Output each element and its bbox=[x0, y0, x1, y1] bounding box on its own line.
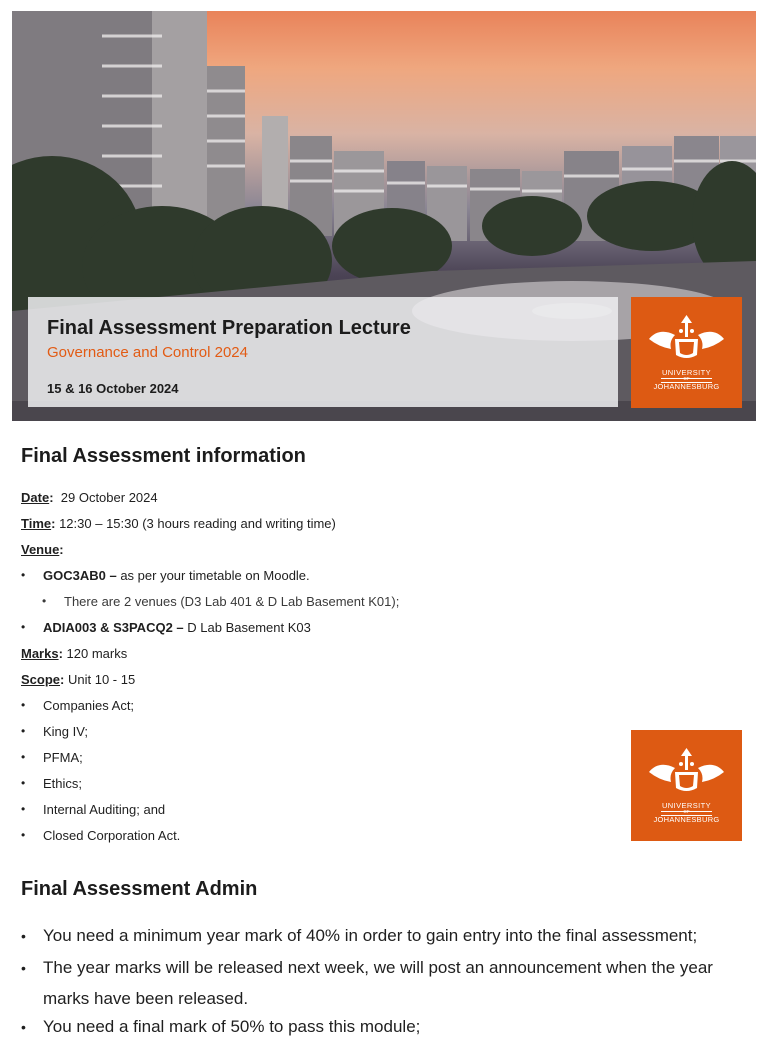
scope-item: • Internal Auditing; and bbox=[21, 802, 166, 817]
time-row: Time: 12:30 – 15:30 (3 hours reading and writing time) bbox=[21, 516, 336, 531]
logo-line-of: OF bbox=[683, 376, 690, 381]
logo-line-university: UNIVERSITY bbox=[661, 368, 711, 377]
time-label: Time bbox=[21, 516, 52, 531]
hero-dates: 15 & 16 October 2024 bbox=[47, 381, 179, 396]
admin-heading: Final Assessment Admin bbox=[21, 878, 258, 900]
logo-line-johannesburg: JOHANNESBURG bbox=[653, 815, 720, 824]
bullet-icon: • bbox=[21, 960, 26, 976]
logo-line-of: OF bbox=[683, 809, 690, 814]
bullet-icon: • bbox=[21, 620, 26, 634]
bullet-icon: • bbox=[21, 1019, 26, 1035]
hero-title: Final Assessment Preparation Lecture bbox=[47, 317, 411, 339]
scope-row: Scope: Unit 10 - 15 bbox=[21, 672, 136, 687]
bullet-icon: • bbox=[21, 776, 26, 790]
date-row: Date: 29 October 2024 bbox=[21, 490, 158, 505]
scope-label: Scope bbox=[21, 672, 61, 687]
time-value: 12:30 – 15:30 (3 hours reading and writing time) bbox=[59, 516, 336, 531]
admin-item: • You need a final mark of 50% to pass this module; bbox=[21, 1017, 421, 1036]
admin-item: • The year marks will be released next week, we will post an announcement when the year bbox=[21, 958, 713, 977]
bullet-icon: • bbox=[21, 698, 26, 712]
scope-item: • Closed Corporation Act. bbox=[21, 828, 181, 843]
bullet-icon: • bbox=[42, 594, 47, 608]
venue-row: Venue: bbox=[21, 542, 64, 557]
marks-row: Marks: 120 marks bbox=[21, 646, 128, 661]
logo-line-university: UNIVERSITY bbox=[661, 801, 711, 810]
scope-item: • King IV; bbox=[21, 724, 89, 739]
uj-logo bbox=[631, 297, 742, 408]
venue-sub-item: • There are 2 venues (D3 Lab 401 & D Lab Basement K01); bbox=[42, 594, 400, 609]
admin-item-continuation: marks have been released. bbox=[43, 989, 249, 1008]
bullet-icon: • bbox=[21, 724, 26, 738]
scope-item: • Companies Act; bbox=[21, 698, 135, 713]
marks-label: Marks bbox=[21, 646, 59, 661]
scope-value: Unit 10 - 15 bbox=[67, 672, 136, 687]
bullet-icon: • bbox=[21, 828, 26, 842]
hero-banner bbox=[12, 11, 756, 421]
date-label: Date bbox=[21, 490, 50, 505]
bullet-icon: • bbox=[21, 802, 26, 816]
hero-subtitle: Governance and Control 2024 bbox=[47, 344, 248, 361]
info-heading: Final Assessment information bbox=[21, 445, 306, 467]
uj-logo bbox=[631, 730, 742, 841]
marks-value: 120 marks bbox=[66, 646, 128, 661]
venue-label: Venue bbox=[21, 542, 60, 557]
uj-crest-icon bbox=[645, 744, 728, 799]
admin-item: • You need a minimum year mark of 40% in order to gain entry into the final assessment; bbox=[21, 926, 698, 945]
bullet-icon: • bbox=[21, 928, 26, 944]
logo-line-johannesburg: JOHANNESBURG bbox=[653, 382, 720, 391]
scope-item: • PFMA; bbox=[21, 750, 83, 765]
scope-item: • Ethics; bbox=[21, 776, 83, 791]
date-value: 29 October 2024 bbox=[60, 490, 158, 505]
hero-title-box bbox=[28, 297, 618, 407]
bullet-icon: • bbox=[21, 568, 26, 582]
bullet-icon: • bbox=[21, 750, 26, 764]
venue-item: • ADIA003 & S3PACQ2 – D Lab Basement K03 bbox=[21, 620, 311, 635]
uj-crest-icon bbox=[645, 311, 728, 366]
venue-item: • GOC3AB0 – as per your timetable on Moodle. bbox=[21, 568, 310, 583]
